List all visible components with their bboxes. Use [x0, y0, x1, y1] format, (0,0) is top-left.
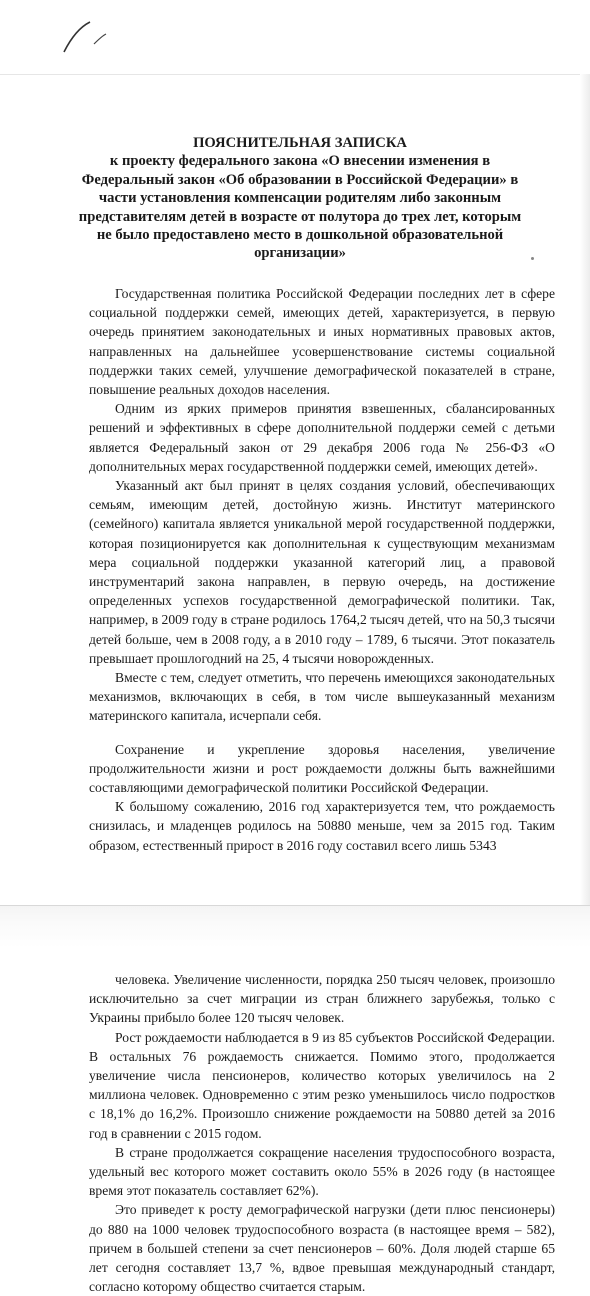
paragraph: Государственная политика Российской Федерации последних лет в сфере социальной поддержки семей, имеющих детей, характеризуется, в первую очередь принятием законодательных и иных нормативных правовых актов, направленных на дальнейшее усовершенствование системы социальной поддержки таких семей, улучшение демографической показателей в стране, повышение реальных доходов населения. — [89, 286, 555, 398]
paragraph: Вместе с тем, следует отметить, что перечень имеющихся законодательных механизмов, включающих в себя, в том числе вышеуказанный механизм материнского капитала, исчерпали себя. — [89, 670, 555, 724]
paragraph: Это приведет к росту демографической нагрузки (дети плюс пенсионеры) до 880 на 1000 человек трудоспособного возраста (в настоящее время – 582), причем в большей степени за счет пенсионеров – 60%. Доля людей старше 65 лет сегодня составляет 13,7 %, вдвое превышая международный стандарт, согласно которому общество считается старым. — [89, 1202, 555, 1295]
handwritten-mark-icon — [60, 18, 110, 58]
page-shadow — [580, 74, 590, 905]
document-title: ПОЯСНИТЕЛЬНАЯ ЗАПИСКА — [193, 135, 407, 151]
document-heading — [70, 134, 530, 263]
paragraph: В стране продолжается сокращение населения трудоспособного возраста, удельный вес которого может составить около 55% в 2026 году (в настоящее время этот показатель составляет 62%). — [89, 1144, 555, 1199]
page-1-body — [89, 284, 555, 855]
paragraph-continuation: человека. Увеличение численности, порядка 250 тысяч человек, произошло исключительно за счет миграции из стран ближнего зарубежья, только с Украины прибыло более 120 тысяч человек. — [89, 972, 555, 1026]
paragraph: Одним из ярких примеров принятия взвешенных, сбалансированных решений и эффективных в сфере дополнительной поддержи семей с детьми является Федеральный закон от 29 декабря 2006 года № 256-ФЗ «О дополнительных мерах государственной поддержки семей, имеющих детей». — [89, 401, 555, 474]
scan-dot — [531, 257, 534, 260]
previous-page-edge — [0, 0, 590, 75]
paragraph: Сохранение и укрепление здоровья населения, увеличение продолжительности жизни и рост рождаемости должны быть важнейшими составляющими демографической политики Российской Федерации. — [89, 741, 555, 796]
paragraph: Рост рождаемости наблюдается в 9 из 85 субъектов Российской Федерации. В остальных 76 рождаемость снижается. Помимо этого, продолжается увеличение числа пенсионеров, количество которых увеличилось на 2 миллиона человек. Одновременно с этим резко уменьшилось число подростков с 18,1% до 16,2%. Произошло снижение рождаемости на 50880 детей за 2016 год в сравнении с 2015 годом. — [89, 1029, 555, 1141]
page-separator — [0, 905, 590, 948]
paragraph: К большому сожалению, 2016 год характеризуется тем, что рождаемость снизилась, и младенцев родилось на 50880 меньше, чем за 2015 год. Таким образом, естественный прирост в 2016 году составил всего лишь 5343 — [89, 799, 555, 853]
paragraph: Указанный акт был принят в целях создания условий, обеспечивающих семьям, имеющим детей, достойную жизнь. Институт материнского (семейного) капитала является уникальной мерой государственной поддержки, которая позиционируется как дополнительная к существующим механизмам мера социальной поддержки указанной категорий лиц, а правовой инструментарий закона направлен, в первую очередь, на достижение определенных успехов государственной демографической политики. Так, например, в 2009 году в стране родилось 1764,2 тысяч детей, что на 50,3 тысячи детей больше, чем в 2008 году, а в 2010 году – 1789, 6 тысячи. Этот показатель превышает прошлогодний на 25, 4 тысячи новорожденных. — [89, 478, 555, 666]
page-2-body — [89, 970, 555, 1296]
document-subtitle: к проекту федерального закона «О внесении изменения в Федеральный закон «Об образовании в Российской Федерации» в части установления компенсации родителям либо законным представителям детей в возрасте от полутора до трех лет, которым не было предоставлено место в дошкольной образовательной организации» — [78, 153, 522, 262]
